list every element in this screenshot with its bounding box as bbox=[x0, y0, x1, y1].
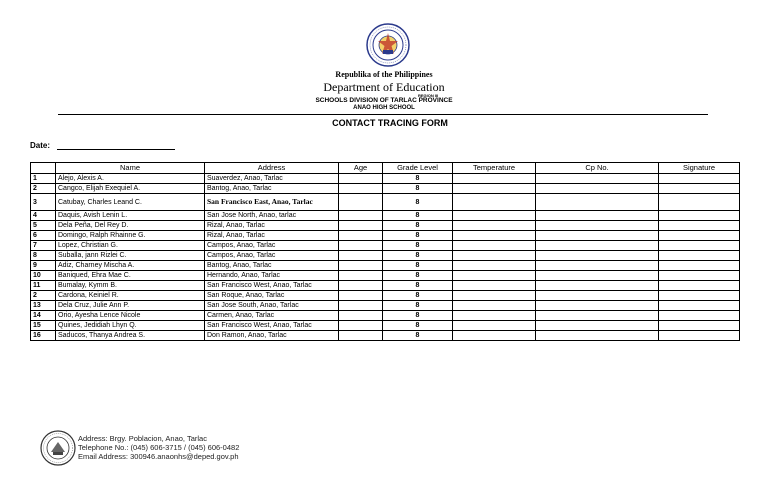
row-signature[interactable] bbox=[659, 251, 740, 261]
footer-telephone: Telephone No.: (045) 606-3715 / (045) 606-0482 bbox=[78, 443, 240, 452]
date-field[interactable] bbox=[57, 149, 175, 150]
row-number: 14 bbox=[31, 311, 56, 321]
row-grade-level: 8 bbox=[383, 211, 453, 221]
row-number: 5 bbox=[31, 221, 56, 231]
col-signature: Signature bbox=[659, 163, 740, 174]
row-cp-no[interactable] bbox=[536, 184, 659, 194]
row-grade-level: 8 bbox=[383, 241, 453, 251]
row-name: Dela Cruz, Julie Ann P. bbox=[56, 301, 205, 311]
row-cp-no[interactable] bbox=[536, 281, 659, 291]
row-temperature[interactable] bbox=[453, 321, 536, 331]
row-signature[interactable] bbox=[659, 261, 740, 271]
table-row bbox=[31, 291, 740, 301]
row-number: 4 bbox=[31, 211, 56, 221]
republic-text: Republika of the Philippines bbox=[335, 70, 433, 79]
row-signature[interactable] bbox=[659, 241, 740, 251]
row-address: Rizal, Anao, Tarlac bbox=[205, 231, 339, 241]
row-number: 13 bbox=[31, 301, 56, 311]
row-name: Domingo, Ralph Rhainne G. bbox=[56, 231, 205, 241]
row-grade-level: 8 bbox=[383, 281, 453, 291]
row-address: San Jose North, Anao, tarlac bbox=[205, 211, 339, 221]
row-age[interactable] bbox=[339, 241, 383, 251]
table-row bbox=[31, 231, 740, 241]
deped-seal-icon bbox=[366, 23, 410, 67]
school-logo-icon bbox=[40, 430, 76, 466]
row-cp-no[interactable] bbox=[536, 301, 659, 311]
school-name: ANAO HIGH SCHOOL bbox=[353, 105, 415, 111]
row-address: Bantog, Anao, Tarlac bbox=[205, 184, 339, 194]
row-cp-no[interactable] bbox=[536, 231, 659, 241]
row-grade-level: 8 bbox=[383, 251, 453, 261]
table-row bbox=[31, 271, 740, 281]
row-cp-no[interactable] bbox=[536, 311, 659, 321]
row-signature[interactable] bbox=[659, 331, 740, 341]
row-address: Rizal, Anao, Tarlac bbox=[205, 221, 339, 231]
table-row bbox=[31, 331, 740, 341]
row-age[interactable] bbox=[339, 174, 383, 184]
footer-address: Address: Brgy. Poblacion, Anao, Tarlac bbox=[78, 434, 207, 443]
row-cp-no[interactable] bbox=[536, 221, 659, 231]
row-signature[interactable] bbox=[659, 211, 740, 221]
table-row bbox=[31, 251, 740, 261]
row-cp-no[interactable] bbox=[536, 321, 659, 331]
row-address: Don Ramon, Anao, Tarlac bbox=[205, 331, 339, 341]
row-temperature[interactable] bbox=[453, 291, 536, 301]
table-header-row bbox=[31, 163, 740, 174]
department-title: Department of Education bbox=[323, 80, 445, 94]
row-name: Dela Peña, Del Rey D. bbox=[56, 221, 205, 231]
row-address: Hernando, Anao, Tarlac bbox=[205, 271, 339, 281]
row-grade-level: 8 bbox=[383, 184, 453, 194]
row-name: Orio, Ayesha Lence Nicole bbox=[56, 311, 205, 321]
contact-tracing-table bbox=[30, 162, 740, 341]
row-address: San Jose South, Anao, Tarlac bbox=[205, 301, 339, 311]
row-temperature[interactable] bbox=[453, 211, 536, 221]
row-name: Cardona, Keiniel R. bbox=[56, 291, 205, 301]
table-row bbox=[31, 311, 740, 321]
row-age[interactable] bbox=[339, 194, 383, 211]
row-age[interactable] bbox=[339, 301, 383, 311]
row-name: Bumalay, Kymm B. bbox=[56, 281, 205, 291]
row-grade-level: 8 bbox=[383, 271, 453, 281]
row-temperature[interactable] bbox=[453, 271, 536, 281]
row-cp-no[interactable] bbox=[536, 194, 659, 211]
table-row bbox=[31, 211, 740, 221]
row-number: 15 bbox=[31, 321, 56, 331]
row-temperature[interactable] bbox=[453, 194, 536, 211]
row-address: Carmen, Anao, Tarlac bbox=[205, 311, 339, 321]
row-signature[interactable] bbox=[659, 281, 740, 291]
col-grade-level: Grade Level bbox=[383, 163, 453, 174]
row-name: Alejo, Alexis A. bbox=[56, 174, 205, 184]
table-row bbox=[31, 301, 740, 311]
table-row bbox=[31, 194, 740, 211]
row-temperature[interactable] bbox=[453, 261, 536, 271]
row-cp-no[interactable] bbox=[536, 291, 659, 301]
row-temperature[interactable] bbox=[453, 241, 536, 251]
row-age[interactable] bbox=[339, 271, 383, 281]
row-grade-level: 8 bbox=[383, 301, 453, 311]
row-name: Lopez, Christian G. bbox=[56, 241, 205, 251]
row-number: 2 bbox=[31, 184, 56, 194]
col-cp-no: Cp No. bbox=[536, 163, 659, 174]
table-row bbox=[31, 261, 740, 271]
row-grade-level: 8 bbox=[383, 174, 453, 184]
row-signature[interactable] bbox=[659, 271, 740, 281]
row-age[interactable] bbox=[339, 184, 383, 194]
row-temperature[interactable] bbox=[453, 174, 536, 184]
row-grade-level: 8 bbox=[383, 261, 453, 271]
row-grade-level: 8 bbox=[383, 321, 453, 331]
row-signature[interactable] bbox=[659, 311, 740, 321]
row-age[interactable] bbox=[339, 251, 383, 261]
row-number: 11 bbox=[31, 281, 56, 291]
row-cp-no[interactable] bbox=[536, 261, 659, 271]
row-name: Baniqued, Ehra Mae C. bbox=[56, 271, 205, 281]
header-divider bbox=[58, 114, 708, 115]
row-grade-level: 8 bbox=[383, 331, 453, 341]
row-number: 6 bbox=[31, 231, 56, 241]
row-number: 1 bbox=[31, 174, 56, 184]
row-age[interactable] bbox=[339, 311, 383, 321]
row-number: 7 bbox=[31, 241, 56, 251]
row-age[interactable] bbox=[339, 321, 383, 331]
row-signature[interactable] bbox=[659, 174, 740, 184]
row-age[interactable] bbox=[339, 261, 383, 271]
row-signature[interactable] bbox=[659, 194, 740, 211]
row-signature[interactable] bbox=[659, 184, 740, 194]
row-number: 10 bbox=[31, 271, 56, 281]
row-temperature[interactable] bbox=[453, 221, 536, 231]
division-text: SCHOOLS DIVISION OF TARLAC PROVINCE bbox=[315, 97, 453, 104]
row-cp-no[interactable] bbox=[536, 271, 659, 281]
row-address: Bantog, Anao, Tarlac bbox=[205, 261, 339, 271]
row-address: Campos, Anao, Tarlac bbox=[205, 241, 339, 251]
row-cp-no[interactable] bbox=[536, 331, 659, 341]
row-address: San Roque, Anao, Tarlac bbox=[205, 291, 339, 301]
row-age[interactable] bbox=[339, 221, 383, 231]
row-temperature[interactable] bbox=[453, 184, 536, 194]
region-text: REGION III bbox=[418, 93, 439, 98]
row-address: San Francisco East, Anao, Tarlac bbox=[205, 194, 339, 211]
row-age[interactable] bbox=[339, 231, 383, 241]
row-signature[interactable] bbox=[659, 291, 740, 301]
row-age[interactable] bbox=[339, 281, 383, 291]
row-address: San Francisco West, Anao, Tarlac bbox=[205, 321, 339, 331]
row-name: Catubay, Charles Leand C. bbox=[56, 194, 205, 211]
row-age[interactable] bbox=[339, 211, 383, 221]
row-signature[interactable] bbox=[659, 231, 740, 241]
row-cp-no[interactable] bbox=[536, 241, 659, 251]
row-age[interactable] bbox=[339, 291, 383, 301]
date-label: Date: bbox=[30, 141, 51, 150]
row-temperature[interactable] bbox=[453, 301, 536, 311]
row-number: 16 bbox=[31, 331, 56, 341]
row-address: San Francisco West, Anao, Tarlac bbox=[205, 281, 339, 291]
col-temperature: Temperature bbox=[453, 163, 536, 174]
table-row bbox=[31, 174, 740, 184]
row-number: 2 bbox=[31, 291, 56, 301]
footer-contact bbox=[78, 434, 239, 461]
footer-email[interactable]: Email Address: 300946.anaonhs@deped.gov.ph bbox=[78, 452, 239, 461]
table-row bbox=[31, 221, 740, 231]
row-number: 3 bbox=[31, 194, 56, 211]
row-cp-no[interactable] bbox=[536, 211, 659, 221]
row-temperature[interactable] bbox=[453, 231, 536, 241]
row-name: Adiz, Charney Mischa A. bbox=[56, 261, 205, 271]
table-row bbox=[31, 184, 740, 194]
table-row bbox=[31, 241, 740, 251]
row-cp-no[interactable] bbox=[536, 174, 659, 184]
form-title: CONTACT TRACING FORM bbox=[332, 118, 448, 128]
row-address: Campos, Anao, Tarlac bbox=[205, 251, 339, 261]
row-grade-level: 8 bbox=[383, 311, 453, 321]
row-signature[interactable] bbox=[659, 321, 740, 331]
col-number bbox=[31, 163, 56, 174]
table-row bbox=[31, 281, 740, 291]
row-name: Quines, Jedidiah Lhyn Q. bbox=[56, 321, 205, 331]
row-grade-level: 8 bbox=[383, 291, 453, 301]
table-row bbox=[31, 321, 740, 331]
row-temperature[interactable] bbox=[453, 281, 536, 291]
row-grade-level: 8 bbox=[383, 231, 453, 241]
row-number: 8 bbox=[31, 251, 56, 261]
row-age[interactable] bbox=[339, 331, 383, 341]
row-signature[interactable] bbox=[659, 221, 740, 231]
row-grade-level: 8 bbox=[383, 194, 453, 211]
row-name: Cangco, Elijah Exequiel A. bbox=[56, 184, 205, 194]
col-name: Name bbox=[56, 163, 205, 174]
row-address: Suaverdez, Anao, Tarlac bbox=[205, 174, 339, 184]
row-grade-level: 8 bbox=[383, 221, 453, 231]
row-number: 9 bbox=[31, 261, 56, 271]
col-age: Age bbox=[339, 163, 383, 174]
row-signature[interactable] bbox=[659, 301, 740, 311]
row-temperature[interactable] bbox=[453, 311, 536, 321]
row-name: Saducos, Thanya Andrea S. bbox=[56, 331, 205, 341]
col-address: Address bbox=[205, 163, 339, 174]
row-cp-no[interactable] bbox=[536, 251, 659, 261]
row-name: Daquis, Avish Lenin L. bbox=[56, 211, 205, 221]
row-temperature[interactable] bbox=[453, 251, 536, 261]
row-name: Suballa, jann Rizlei C. bbox=[56, 251, 205, 261]
row-temperature[interactable] bbox=[453, 331, 536, 341]
